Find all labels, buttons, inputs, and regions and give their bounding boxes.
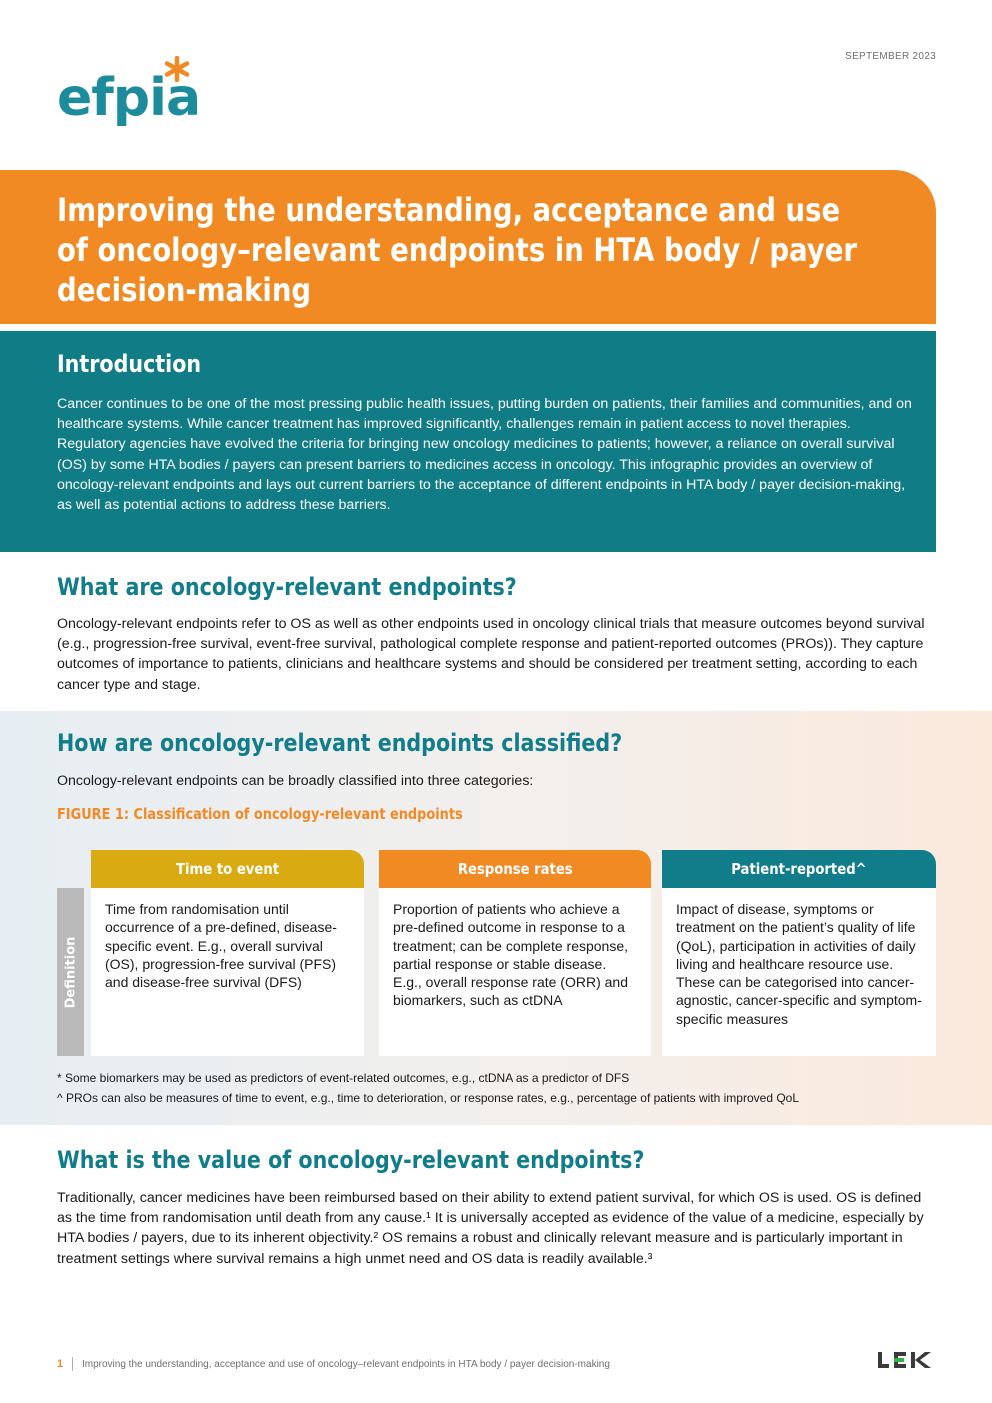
footnote-biomarkers: * Some biomarkers may be used as predictors of event-related outcomes, e.g., ctDNA as a predictor of DFS — [57, 1071, 630, 1085]
value-body: Traditionally, cancer medicines have been reimbursed based on their ability to extend patient survival, for which OS is used. OS is defined as the time from randomisation until death from any cause.¹ It is universally accepted as evidence of the value of a medicine, especially by HTA bodies / payers, due to its inherent objectivity.² OS remains a robust and clinically relevant measure and is particularly important in treatment settings where survival remains a high unmet need and OS data is readily available.³ — [57, 1190, 924, 1267]
title-line: decision-making — [57, 271, 312, 309]
introduction-heading: Introduction — [57, 350, 202, 378]
column-header-time-to-event — [91, 850, 364, 888]
column-header-label: Response rates — [457, 860, 573, 878]
page-title — [57, 190, 917, 310]
what-are-body: Oncology-relevant endpoints refer to OS as well as other endpoints used in oncology clinical trials that measure outcomes beyond survival (e.g., progression-free survival, event-free survival, pathological complete response and patient-reported outcomes (PROs)). They capture outcomes of importance to patients, clinicians and healthcare systems and should be considered per treatment setting, according to each cancer type and stage. — [57, 616, 925, 693]
introduction-body: Cancer continues to be one of the most pressing public health issues, putting burden on patients, their families and communities, and on healthcare systems. While cancer treatment has improved significantly, challenges remain in patient access to novel therapies. Regulatory agencies have evolved the criteria for bringing new oncology medicines to patients; however, a reliance on overall survival (OS) by some HTA bodies / payers can present barriers to medicines access in oncology. This infographic provides an overview of oncology-relevant endpoints and lays out current barriers to the acceptance of different endpoints in HTA body / payer decision-making, as well as potential actions to address these barriers. — [57, 396, 912, 514]
column-header-response-rates — [379, 850, 651, 888]
title-line: Improving the understanding, acceptance and use — [57, 191, 841, 229]
column-header-label: Time to event — [175, 860, 280, 878]
classified-intro: Oncology-relevant endpoints can be broadly classified into three categories: — [57, 773, 534, 789]
definition-row-label — [57, 888, 84, 1056]
logo-wordmark: efpia — [57, 68, 201, 128]
column-header-patient-reported — [662, 850, 936, 888]
figure-title: FIGURE 1: Classification of oncology-relevant endpoints — [57, 805, 463, 823]
definition-label: Definition — [63, 936, 78, 1008]
column-definition-patient-reported: Impact of disease, symptoms or treatment on the patient’s quality of life (QoL), participation in activities of daily living and healthcare resource use. These can be categorised into cancer-agnostic, cancer-specific and symptom-specific measures — [662, 888, 936, 1056]
title-line: of oncology–relevant endpoints in HTA body / payer — [57, 231, 858, 269]
column-definition-time-to-event: Time from randomisation until occurrence of a pre-defined, disease-specific event. E.g., overall survival (OS), progression-free survival (PFS) and disease-free survival (DFS) — [91, 888, 364, 1056]
footnote-pros: ^ PROs can also be measures of time to event, e.g., time to deterioration, or response rates, e.g., percentage of patients with improved QoL — [57, 1091, 800, 1105]
column-definition-response-rates: Proportion of patients who achieve a pre-defined outcome in response to a treatment; can be complete response, partial response or stable disease. E.g., overall response rate (ORR) and biomarkers, such as ctDNA — [379, 888, 651, 1056]
footer-title: Improving the understanding, acceptance and use of oncology–relevant endpoints in HTA body / payer decision-making — [82, 1359, 610, 1370]
page-number: 1 — [57, 1358, 64, 1370]
column-header-label: Patient-reported^ — [731, 860, 867, 878]
what-are-heading: What are oncology-relevant endpoints? — [57, 573, 517, 601]
publication-date: SEPTEMBER 2023 — [845, 51, 936, 62]
footer-divider — [72, 1357, 73, 1371]
value-heading: What is the value of oncology-relevant endpoints? — [57, 1146, 645, 1174]
classified-heading: How are oncology-relevant endpoints classified? — [57, 729, 623, 757]
lek-logo — [876, 1349, 938, 1371]
